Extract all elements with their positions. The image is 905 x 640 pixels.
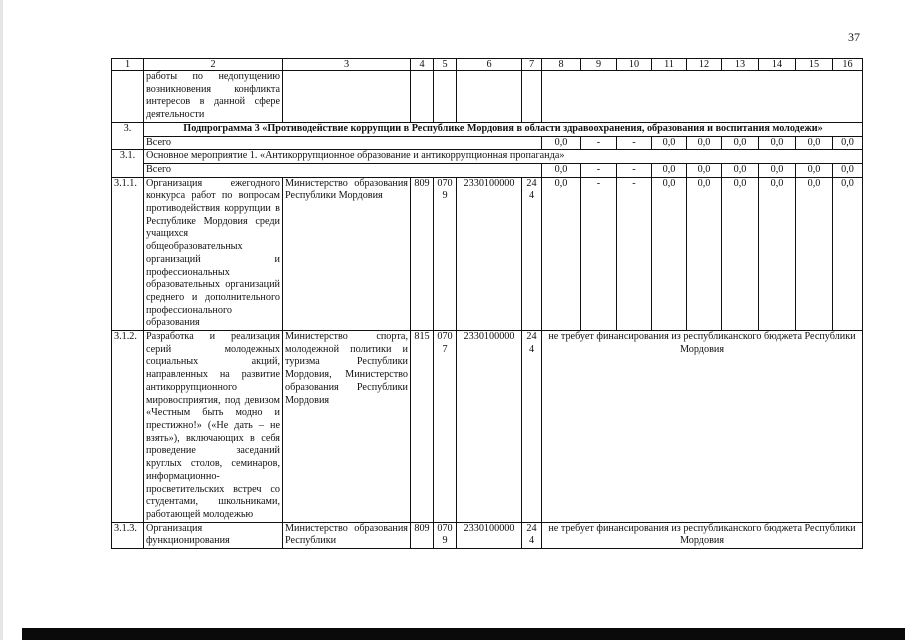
- subprogram-title: Подпрограмма 3 «Противодействие коррупции в Республике Мордовия в области здравоохранения, образования и воспитания молодежи»: [144, 122, 863, 136]
- header-cell: 16: [833, 59, 863, 71]
- value-cell: 0,0: [759, 163, 796, 177]
- header-cell: 8: [542, 59, 581, 71]
- subprogram-num: 3.: [112, 122, 144, 149]
- main-event-total-label: Всего: [144, 163, 542, 177]
- row-rzpr: 0709: [434, 522, 457, 548]
- row-executor: Министерство образования Республики Мордовия: [283, 177, 411, 330]
- table-row: [112, 331, 863, 523]
- row-csr: 2330100000: [457, 331, 522, 523]
- continuation-text: работы по недопущению возникновения конфликта интересов в данной сфере деятельности: [144, 71, 283, 123]
- value-cell: -: [617, 163, 652, 177]
- value-cell: 0,0: [687, 163, 722, 177]
- header-cell: 13: [722, 59, 759, 71]
- row-grbs: 809: [411, 177, 434, 330]
- budget-table: [111, 58, 863, 549]
- main-event-row: [112, 150, 863, 164]
- value-cell: 0,0: [722, 177, 759, 330]
- value-cell: 0,0: [759, 136, 796, 150]
- value-cell: 0,0: [687, 136, 722, 150]
- row-csr: 2330100000: [457, 522, 522, 548]
- continuation-row: [112, 71, 863, 123]
- row-num: 3.1.2.: [112, 331, 144, 523]
- value-cell: 0,0: [833, 163, 863, 177]
- row-name: Организация функционирования: [144, 522, 283, 548]
- subprogram-row: [112, 122, 863, 136]
- header-cell: 7: [522, 59, 542, 71]
- header-cell: 1: [112, 59, 144, 71]
- row-executor: Министерство образования Республики: [283, 522, 411, 548]
- row-num: 3.1.1.: [112, 177, 144, 330]
- value-cell: 0,0: [652, 136, 687, 150]
- header-cell: 11: [652, 59, 687, 71]
- financing-note: не требует финансирования из республиканского бюджета Республики Мордовия: [542, 331, 863, 523]
- header-cell: 2: [144, 59, 283, 71]
- value-cell: 0,0: [652, 177, 687, 330]
- row-rzpr: 0707: [434, 331, 457, 523]
- value-cell: -: [581, 163, 617, 177]
- value-cell: 0,0: [722, 136, 759, 150]
- row-rzpr: 0709: [434, 177, 457, 330]
- value-cell: 0,0: [796, 136, 833, 150]
- value-cell: -: [581, 177, 617, 330]
- header-cell: 6: [457, 59, 522, 71]
- header-cell: 9: [581, 59, 617, 71]
- header-cell: 5: [434, 59, 457, 71]
- header-cell: 3: [283, 59, 411, 71]
- row-grbs: 815: [411, 331, 434, 523]
- subprogram-total-row: [112, 136, 863, 150]
- value-cell: 0,0: [796, 163, 833, 177]
- row-name: Разработка и реализация серий молодежных социальных акций, направленных на развитие антикоррупционного мировосприятия, под девизом «Честным быть модно и престижно!» («Не дать – не взять»), включающих в себя проведение заседаний круглых столов, семинаров, информационно-просветительских встреч со студентами, школьниками, работающей молодежью: [144, 331, 283, 523]
- header-cell: 12: [687, 59, 722, 71]
- value-cell: 0,0: [759, 177, 796, 330]
- row-num: 3.1.3.: [112, 522, 144, 548]
- header-cell: 15: [796, 59, 833, 71]
- value-cell: 0,0: [833, 136, 863, 150]
- main-event-title: Основное мероприятие 1. «Антикоррупционное образование и антикоррупционная пропаганда»: [144, 150, 863, 164]
- scan-bottom-edge: [22, 628, 905, 640]
- row-vr: 244: [522, 177, 542, 330]
- value-cell: 0,0: [833, 177, 863, 330]
- value-cell: 0,0: [542, 177, 581, 330]
- header-cell: 4: [411, 59, 434, 71]
- value-cell: 0,0: [542, 163, 581, 177]
- page-number: 37: [848, 30, 860, 44]
- main-event-num: 3.1.: [112, 150, 144, 177]
- header-cell: 14: [759, 59, 796, 71]
- row-name: Организация ежегодного конкурса работ по вопросам противодействия коррупции в Республике Мордовия среди учащихся общеобразовательных организаций и профессиональных образовательных организаций среднего и дополнительного профессионального образования: [144, 177, 283, 330]
- row-grbs: 809: [411, 522, 434, 548]
- table-row: [112, 177, 863, 330]
- subprogram-total-label: Всего: [144, 136, 542, 150]
- row-executor: Министерство спорта, молодежной политики и туризма Республики Мордовия, Министерство образования Республики Мордовия: [283, 331, 411, 523]
- row-vr: 244: [522, 522, 542, 548]
- value-cell: 0,0: [652, 163, 687, 177]
- value-cell: 0,0: [796, 177, 833, 330]
- row-csr: 2330100000: [457, 177, 522, 330]
- scan-left-edge: [0, 0, 3, 640]
- header-row: [112, 59, 863, 71]
- header-cell: 10: [617, 59, 652, 71]
- value-cell: -: [617, 136, 652, 150]
- row-vr: 244: [522, 331, 542, 523]
- value-cell: 0,0: [542, 136, 581, 150]
- main-event-total-row: [112, 163, 863, 177]
- value-cell: 0,0: [687, 177, 722, 330]
- value-cell: -: [581, 136, 617, 150]
- financing-note: не требует финансирования из республиканского бюджета Республики Мордовия: [542, 522, 863, 548]
- table-row: [112, 522, 863, 548]
- value-cell: 0,0: [722, 163, 759, 177]
- value-cell: -: [617, 177, 652, 330]
